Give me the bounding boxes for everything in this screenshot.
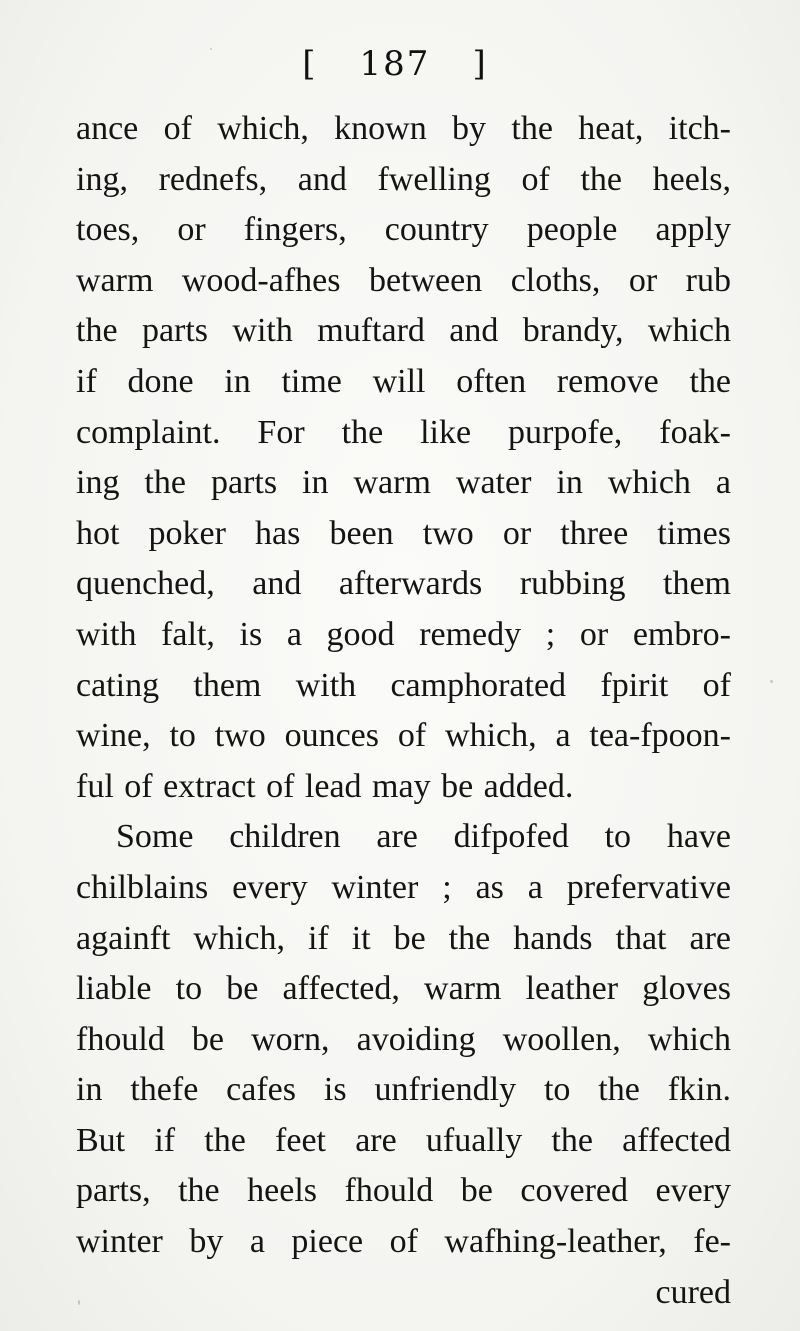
text-line: warm wood-afhes between cloths, or rub (76, 261, 731, 299)
paper-speck (770, 680, 773, 683)
text-line: in thefe cafes is unfriendly to the fkin. (76, 1071, 731, 1109)
text-line: the parts with muftard and brandy, which (76, 312, 731, 350)
page-number-header (0, 44, 790, 84)
text-line: ance of which, known by the heat, itch- (76, 110, 731, 147)
text-line: cured (655, 1273, 731, 1311)
page-number: 187 (359, 44, 431, 84)
body-text (76, 104, 731, 1318)
text-line: fhould be worn, avoiding woollen, which (76, 1020, 731, 1058)
text-line: quenched, and afterwards rubbing them (76, 565, 731, 603)
text-line: with falt, is a good remedy ; or embro- (76, 615, 731, 653)
text-line: cating them with camphorated fpirit of (76, 666, 731, 704)
text-line: chilblains every winter ; as a prefervative (76, 868, 731, 906)
text-line: ing, rednefs, and fwelling of the heels, (76, 160, 731, 198)
paper-speck (78, 1300, 80, 1305)
text-line: wine, to two ounces of which, a tea-fpoon- (76, 717, 731, 755)
text-line: hot poker has been two or three times (76, 514, 731, 552)
text-line: But if the feet are ufually the affected (76, 1121, 731, 1159)
text-line: ing the parts in warm water in which a (76, 464, 731, 502)
text-line: againft which, if it be the hands that are (76, 919, 731, 957)
text-line: if done in time will often remove the (76, 362, 731, 400)
text-line: toes, or fingers, country people apply (76, 211, 731, 249)
paper-speck (210, 48, 212, 50)
bracket-open: [ (302, 44, 318, 84)
text-line: winter by a piece of wafhing-leather, fe- (76, 1223, 731, 1261)
text-line: parts, the heels fhould be covered every (76, 1172, 731, 1210)
text-line: complaint. For the like purpofe, foak- (76, 413, 731, 451)
text-line: ful of extract of lead may be added. (76, 767, 574, 805)
bracket-close: ] (472, 44, 488, 84)
text-line: Some children are difpofed to have (116, 818, 731, 856)
text-line: liable to be affected, warm leather gloves (76, 970, 731, 1008)
